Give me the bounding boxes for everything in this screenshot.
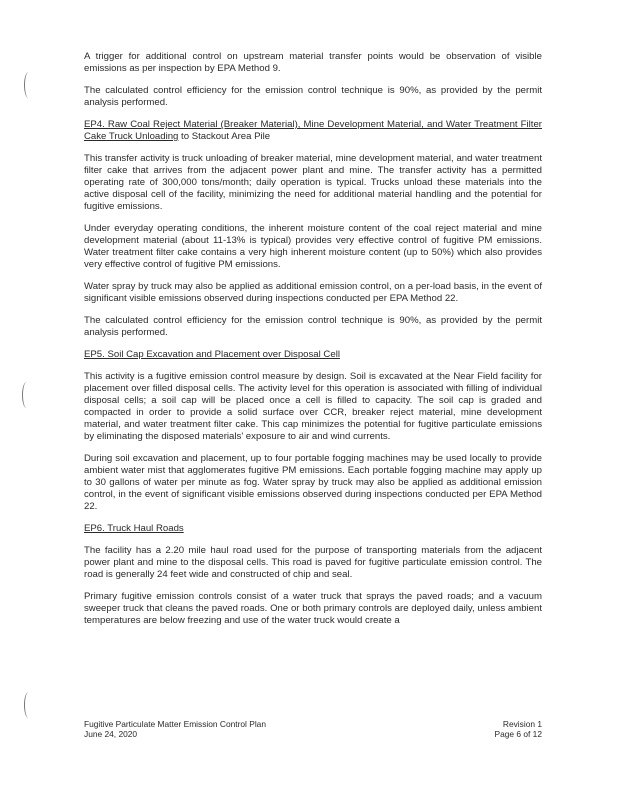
section-heading-ep4 xyxy=(84,119,542,143)
paragraph-haul-road: The facility has a 2.20 mile haul road used for the purpose of transporting materials from the adjacent power plant and mine to the disposal cells. This road is paved for fugitive particulate emission control. The road is generally 24 feet wide and constructed of chip and seal. xyxy=(84,545,542,580)
page-footer xyxy=(84,719,542,739)
paragraph-moisture-content: Under everyday operating conditions, the inherent moisture content of the coal reject material and mine development material (about 11-13% is typical) provides very effective control of fugitive PM emissions. Water treatment filter cake contains a very high inherent moisture content (up to 50%) which also provides very effective control of fugitive PM emissions. xyxy=(84,223,542,270)
footer-page-number: Page 6 of 12 xyxy=(494,729,542,739)
section-heading-ep6-underlined: EP6. Truck Haul Roads xyxy=(84,523,184,534)
hole-punch-mark-top xyxy=(24,72,33,98)
paragraph-visible-emissions-trigger: A trigger for additional control on upstream material transfer points would be observation of visible emissions as per inspection by EPA Method 9. xyxy=(84,51,542,74)
hole-punch-mark-middle xyxy=(22,382,31,408)
section-heading-ep5 xyxy=(84,349,542,361)
paragraph-soil-cap: This activity is a fugitive emission control measure by design. Soil is excavated at the Near Field facility for placement over filled disposal cells. The activity level for this operation is associated with filling of individual disposal cells; a soil cap will be placed once a cell is filled to capacity. The soil cap is graded and compacted in order to provide a solid surface over CCR, breaker reject material, mine development material, and water treatment filter cake. This cap minimizes the potential for fugitive particulate emissions by eliminating the disposed materials' exposure to air and wind currents. xyxy=(84,371,542,442)
hole-punch-mark-bottom xyxy=(24,692,33,718)
footer-date: June 24, 2020 xyxy=(84,729,138,739)
paragraph-fogging-machines: During soil excavation and placement, up to four portable fogging machines may be used locally to provide ambient water mist that agglomerates fugitive PM emissions. Each portable fogging machine may apply up to 30 gallons of water per minute as fog. Water spray by truck may also be applied as additional emission control, in the event of significant visible emissions observed during inspections conducted per EPA Method 22. xyxy=(84,453,542,512)
paragraph-control-efficiency-1: The calculated control efficiency for the emission control technique is 90%, as provided by the permit analysis performed. xyxy=(84,85,542,108)
paragraph-transfer-activity: This transfer activity is truck unloading of breaker material, mine development material, and water treatment filter cake that arrives from the adjacent power plant and mine. The transfer activity has a permitted operating rate of 300,000 tons/month; daily operation is typical. Trucks unload these materials into the active disposal cell of the facility, minimizing the need for additional material handling and the potential for fugitive emissions. xyxy=(84,153,542,212)
section-heading-ep4-underlined: EP4. Raw Coal Reject Material (Breaker Material), Mine Development Material, and Water Treatment Filter Cake Truck Unloading xyxy=(84,119,542,142)
paragraph-primary-controls: Primary fugitive emission controls consist of a water truck that sprays the paved roads; and a vacuum sweeper truck that cleans the paved roads. One or both primary controls are deployed daily, unless ambient temperatures are below freezing and use of the water truck would create a xyxy=(84,591,542,626)
section-heading-ep5-underlined: EP5. Soil Cap Excavation and Placement over Disposal Cell xyxy=(84,349,340,360)
footer-row-bottom xyxy=(84,729,542,739)
section-heading-ep4-rest: to Stackout Area Pile xyxy=(178,131,271,142)
section-heading-ep6 xyxy=(84,523,542,535)
document-body xyxy=(84,51,542,637)
paragraph-control-efficiency-2: The calculated control efficiency for the emission control technique is 90%, as provided by the permit analysis performed. xyxy=(84,315,542,338)
footer-revision: Revision 1 xyxy=(502,719,542,729)
paragraph-water-spray: Water spray by truck may also be applied as additional emission control, on a per-load basis, in the event of significant visible emissions observed during inspections conducted per EPA Method 22. xyxy=(84,281,542,304)
footer-document-title: Fugitive Particulate Matter Emission Control Plan xyxy=(84,719,266,729)
footer-row-top xyxy=(84,719,542,729)
